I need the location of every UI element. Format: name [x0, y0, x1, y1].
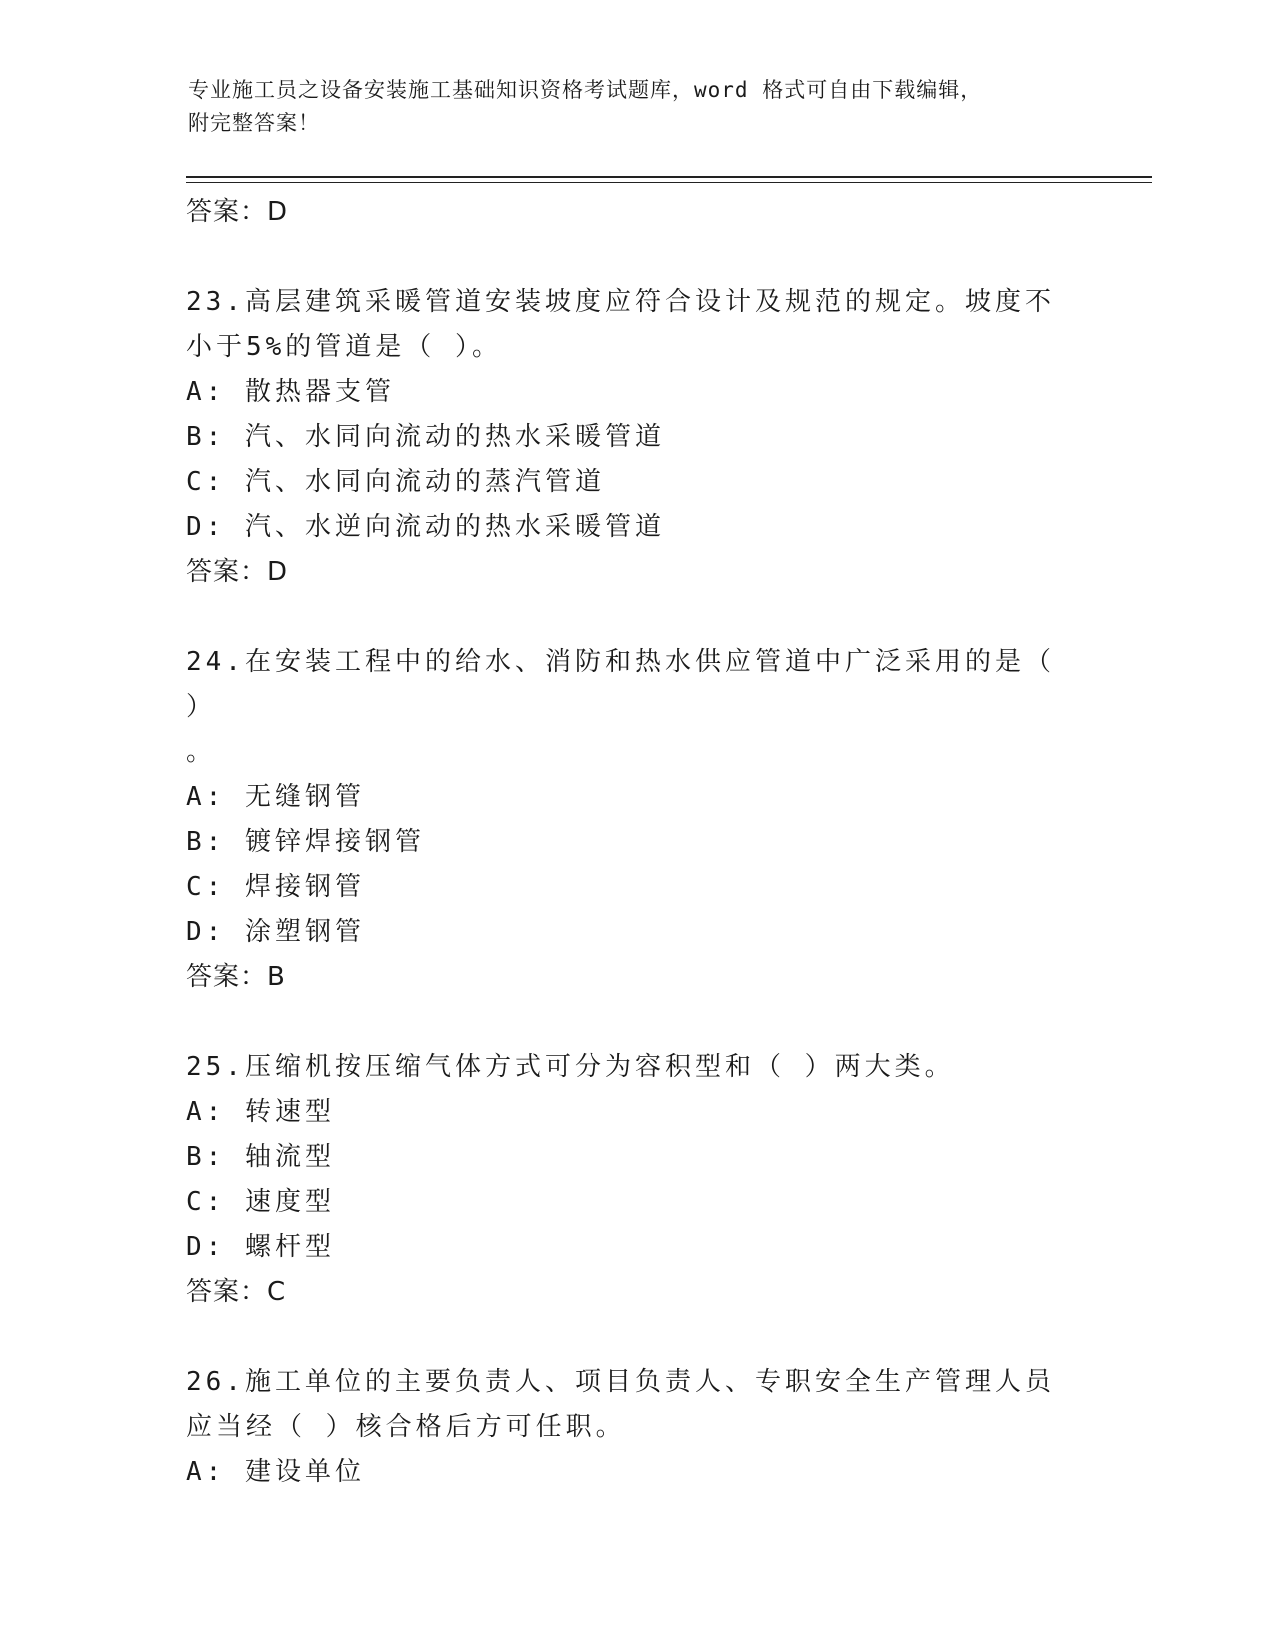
option-a: A: 无缝钢管	[186, 782, 365, 812]
question-list	[186, 190, 1086, 1495]
option-a: A: 转速型	[186, 1097, 335, 1127]
question-23	[186, 280, 1086, 594]
header-line-1: 专业施工员之设备安装施工基础知识资格考试题库，word 格式可自由下载编辑，	[188, 78, 983, 102]
page-header	[188, 74, 1068, 140]
option-b: B: 镀锌焊接钢管	[186, 827, 425, 857]
question-text: 26.施工单位的主要负责人、项目负责人、专职安全生产管理人员应当经（ ）核合格后方可任职。	[186, 1367, 1055, 1442]
question-26	[186, 1360, 1086, 1495]
answer: 答案：D	[186, 557, 289, 587]
header-rule-thin	[186, 182, 1152, 183]
option-b: B: 汽、水同向流动的热水采暖管道	[186, 422, 665, 452]
answer: 答案：C	[186, 1277, 287, 1307]
answer: 答案：B	[186, 962, 286, 992]
question-text: 23.高层建筑采暖管道安装坡度应符合设计及规范的规定。坡度不小于5%的管道是（ ）。	[186, 287, 1055, 362]
option-a: A: 散热器支管	[186, 377, 395, 407]
question-24	[186, 640, 1086, 999]
header-rule-thick	[186, 176, 1152, 178]
question-text: 24.在安装工程中的给水、消防和热水供应管道中广泛采用的是（ ）	[186, 647, 1055, 722]
option-d: D: 汽、水逆向流动的热水采暖管道	[186, 512, 665, 542]
option-b: B: 轴流型	[186, 1142, 335, 1172]
answer-q22: 答案：D	[186, 197, 289, 227]
header-line-2: 附完整答案！	[188, 111, 320, 135]
question-25	[186, 1045, 1086, 1314]
option-d: D: 螺杆型	[186, 1232, 335, 1262]
question-text-continued: 。	[186, 737, 217, 767]
question-text: 25.压缩机按压缩气体方式可分为容积型和（ ）两大类。	[186, 1052, 955, 1082]
option-d: D: 涂塑钢管	[186, 917, 365, 947]
option-c: C: 焊接钢管	[186, 872, 365, 902]
option-c: C: 速度型	[186, 1187, 335, 1217]
option-c: C: 汽、水同向流动的蒸汽管道	[186, 467, 605, 497]
option-a: A: 建设单位	[186, 1457, 365, 1487]
